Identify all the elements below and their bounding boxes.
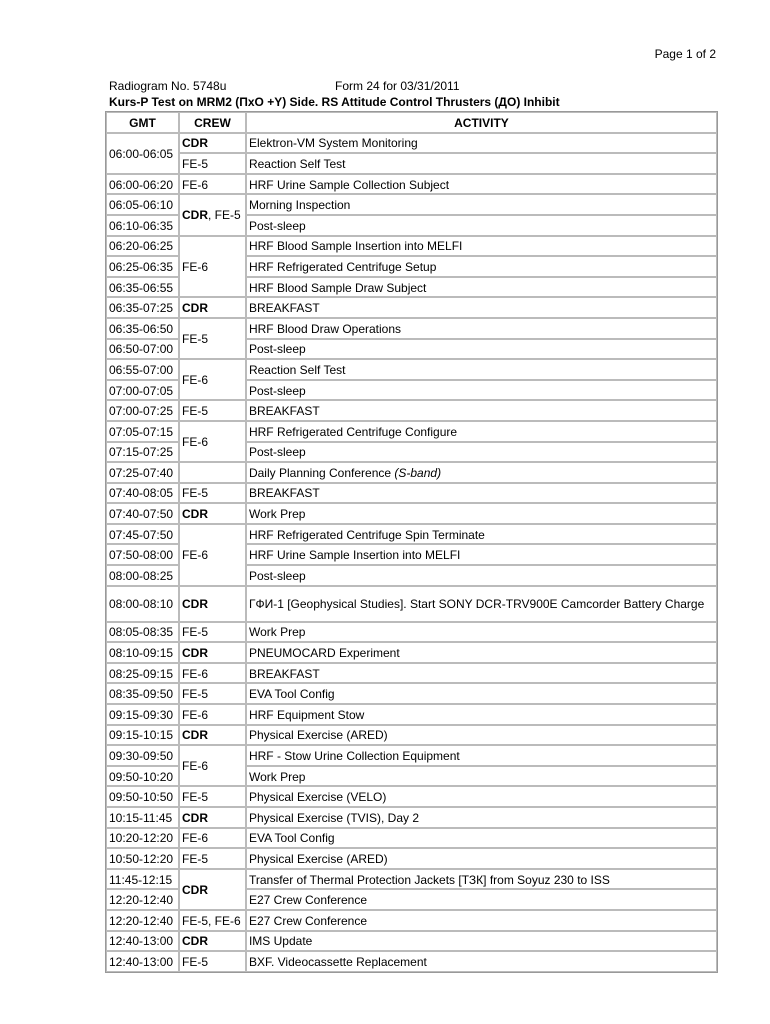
document-header (107, 79, 717, 95)
activity-text: Post-sleep (248, 445, 306, 460)
gmt-cell: 12:40-13:00 (106, 951, 179, 972)
gmt-cell: 06:10-06:35 (106, 215, 179, 236)
gmt-cell: 06:55-07:00 (106, 359, 179, 380)
activity-text: Post-sleep (248, 342, 306, 357)
activity-text: Reaction Self Test (248, 156, 346, 171)
crew-name-additional: , FE-5 (207, 208, 241, 223)
table-row (106, 524, 717, 545)
activity-text: HRF Blood Sample Insertion into MELFI (248, 239, 463, 254)
gmt-cell: 07:15-07:25 (106, 442, 179, 463)
activity-cell (246, 524, 717, 545)
gmt-cell: 06:50-07:00 (106, 339, 179, 360)
crew-name: FE-6 (181, 435, 208, 449)
crew-cell (179, 236, 246, 298)
activity-cell (246, 174, 717, 195)
activity-text: Post-sleep (248, 218, 306, 233)
table-header-row (106, 112, 717, 133)
activity-cell (246, 462, 717, 483)
column-header-activity: ACTIVITY (246, 112, 717, 133)
radiogram-number: Radiogram No. 5748u (109, 79, 227, 93)
gmt-cell: 06:00-06:20 (106, 174, 179, 195)
crew-cell (179, 786, 246, 807)
crew-name: CDR (181, 646, 208, 661)
crew-name: FE-6 (181, 548, 208, 563)
activity-text: HRF Blood Sample Draw Subject (248, 280, 427, 295)
table-row (106, 503, 717, 524)
activity-cell (246, 133, 717, 154)
gmt-cell: 09:15-09:30 (106, 704, 179, 725)
activity-text: Post-sleep (248, 383, 306, 398)
table-row (106, 421, 717, 442)
activity-cell (246, 215, 717, 236)
activity-cell (246, 194, 717, 215)
gmt-cell: 06:25-06:35 (106, 256, 179, 277)
table-row (106, 297, 717, 318)
crew-cell (179, 503, 246, 524)
table-row (106, 828, 717, 849)
crew-name: CDR (181, 301, 208, 316)
gmt-cell: 06:35-06:55 (106, 277, 179, 298)
crew-name: FE-6 (181, 759, 208, 774)
activity-cell (246, 951, 717, 972)
crew-cell (179, 483, 246, 504)
gmt-cell: 08:00-08:10 (106, 586, 179, 622)
table-row (106, 622, 717, 643)
crew-cell (179, 174, 246, 195)
crew-cell (179, 828, 246, 849)
crew-name: FE-5 (181, 687, 208, 702)
activity-text: E27 Crew Conference (248, 893, 368, 908)
crew-name: CDR (181, 934, 208, 949)
activity-cell (246, 318, 717, 339)
gmt-cell: 06:00-06:05 (106, 133, 179, 174)
crew-cell (179, 951, 246, 972)
gmt-cell: 07:00-07:25 (106, 400, 179, 421)
gmt-cell: 09:30-09:50 (106, 745, 179, 766)
crew-name: CDR (181, 507, 208, 522)
table-row (106, 951, 717, 972)
gmt-cell: 11:45-12:15 (106, 869, 179, 890)
table-row (106, 236, 717, 257)
activity-text: Physical Exercise (ARED) (248, 851, 388, 866)
crew-name: CDR (181, 728, 208, 743)
crew-cell (179, 133, 246, 154)
gmt-cell: 06:35-07:25 (106, 297, 179, 318)
table-row (106, 725, 717, 746)
crew-cell (179, 622, 246, 643)
table-row (106, 133, 717, 154)
activity-text: Work Prep (248, 625, 306, 640)
table-row (106, 869, 717, 890)
table-row (106, 462, 717, 483)
crew-name: FE-5 (181, 156, 208, 171)
activity-cell (246, 725, 717, 746)
crew-name: FE-6 (181, 666, 208, 681)
gmt-cell: 06:35-06:50 (106, 318, 179, 339)
activity-text: HRF Refrigerated Centrifuge Setup (248, 259, 437, 274)
table-row (106, 153, 717, 174)
gmt-cell: 12:40-13:00 (106, 931, 179, 952)
activity-cell (246, 256, 717, 277)
activity-text: Work Prep (248, 507, 306, 522)
crew-name: FE-5, FE-6 (181, 913, 241, 928)
gmt-cell: 08:25-09:15 (106, 663, 179, 684)
activity-cell (246, 483, 717, 504)
table-row (106, 807, 717, 828)
activity-note: (S-band) (394, 465, 442, 480)
schedule-table-body (106, 133, 717, 972)
activity-cell (246, 359, 717, 380)
crew-name: CDR (181, 208, 208, 223)
table-row (106, 318, 717, 339)
activity-text: E27 Crew Conference (248, 913, 368, 928)
crew-cell (179, 462, 246, 483)
activity-text: HRF Blood Draw Operations (248, 321, 402, 336)
activity-text: Work Prep (248, 769, 306, 784)
activity-cell (246, 786, 717, 807)
crew-name: FE-5 (181, 486, 208, 501)
table-row (106, 359, 717, 380)
crew-cell (179, 725, 246, 746)
activity-text: HRF Refrigerated Centrifuge Spin Terminate (248, 527, 485, 542)
activity-cell (246, 931, 717, 952)
crew-name: FE-6 (181, 373, 208, 388)
crew-name: FE-5 (181, 625, 208, 640)
activity-cell (246, 622, 717, 643)
form-date: Form 24 for 03/31/2011 (335, 79, 460, 93)
gmt-cell: 10:20-12:20 (106, 828, 179, 849)
crew-cell (179, 524, 246, 586)
table-row (106, 931, 717, 952)
activity-cell (246, 910, 717, 931)
activity-text: BXF. Videocassette Replacement (248, 954, 427, 969)
document-title: Kurs-P Test on MRM2 (ПхО +Y) Side. RS Attitude Control Thrusters (ДО) Inhibit (109, 95, 560, 109)
activity-cell (246, 683, 717, 704)
activity-text: HRF Equipment Stow (248, 707, 365, 722)
crew-name: FE-6 (181, 707, 208, 722)
activity-text: HRF Urine Sample Collection Subject (248, 177, 450, 192)
activity-text: HRF Refrigerated Centrifuge Configure (248, 424, 458, 439)
activity-cell (246, 400, 717, 421)
table-row (106, 704, 717, 725)
activity-cell (246, 442, 717, 463)
crew-name: FE-5 (181, 332, 208, 347)
activity-cell (246, 663, 717, 684)
activity-cell (246, 828, 717, 849)
table-row (106, 174, 717, 195)
activity-cell (246, 565, 717, 586)
table-row (106, 194, 717, 215)
column-header-gmt: GMT (106, 112, 179, 133)
activity-text: EVA Tool Config (248, 687, 335, 702)
activity-text: Physical Exercise (VELO) (248, 790, 387, 805)
gmt-cell: 06:20-06:25 (106, 236, 179, 257)
activity-text: Daily Planning Conference (248, 465, 395, 480)
crew-cell (179, 807, 246, 828)
table-row (106, 745, 717, 766)
activity-cell (246, 544, 717, 565)
crew-name: FE-5 (181, 404, 208, 419)
activity-cell (246, 889, 717, 910)
gmt-cell: 09:50-10:50 (106, 786, 179, 807)
gmt-cell: 07:40-07:50 (106, 503, 179, 524)
gmt-cell: 12:20-12:40 (106, 889, 179, 910)
crew-cell (179, 194, 246, 235)
activity-cell (246, 704, 717, 725)
activity-text: HRF Urine Sample Insertion into MELFI (248, 548, 461, 563)
activity-text: ГФИ-1 [Geophysical Studies]. Start SONY DCR-TRV900E Camcorder Battery Charge (248, 597, 705, 612)
crew-cell (179, 869, 246, 910)
gmt-cell: 07:45-07:50 (106, 524, 179, 545)
gmt-cell: 07:50-08:00 (106, 544, 179, 565)
activity-text: PNEUMOCARD Experiment (248, 646, 400, 661)
crew-cell (179, 910, 246, 931)
activity-cell (246, 421, 717, 442)
crew-name: FE-5 (181, 790, 208, 805)
crew-name: FE-6 (181, 259, 208, 274)
crew-cell (179, 683, 246, 704)
activity-text: Reaction Self Test (248, 362, 346, 377)
crew-cell (179, 704, 246, 725)
schedule-table (105, 111, 718, 973)
activity-cell (246, 586, 717, 622)
gmt-cell: 07:40-08:05 (106, 483, 179, 504)
activity-cell (246, 153, 717, 174)
crew-name: FE-5 (181, 954, 208, 969)
crew-cell (179, 421, 246, 462)
column-header-crew: CREW (179, 112, 246, 133)
activity-text: BREAKFAST (248, 666, 320, 681)
table-row (106, 786, 717, 807)
activity-text: Morning Inspection (248, 198, 351, 213)
crew-cell (179, 297, 246, 318)
gmt-cell: 09:15-10:15 (106, 725, 179, 746)
activity-cell (246, 869, 717, 890)
activity-cell (246, 339, 717, 360)
crew-cell (179, 745, 246, 786)
gmt-cell: 07:05-07:15 (106, 421, 179, 442)
activity-cell (246, 380, 717, 401)
activity-cell (246, 766, 717, 787)
activity-text: BREAKFAST (248, 301, 320, 316)
table-row (106, 910, 717, 931)
activity-cell (246, 297, 717, 318)
activity-cell (246, 236, 717, 257)
crew-name: FE-6 (181, 831, 208, 846)
gmt-cell: 08:10-09:15 (106, 642, 179, 663)
table-row (106, 586, 717, 622)
crew-cell (179, 318, 246, 359)
activity-text: Elektron-VM System Monitoring (248, 136, 418, 151)
activity-text: Transfer of Thermal Protection Jackets [ТЗК] from Soyuz 230 to ISS (248, 872, 610, 887)
crew-cell (179, 359, 246, 400)
activity-text: EVA Tool Config (248, 831, 335, 846)
activity-text: Physical Exercise (TVIS), Day 2 (248, 810, 420, 825)
crew-cell (179, 642, 246, 663)
crew-cell (179, 400, 246, 421)
gmt-cell: 12:20-12:40 (106, 910, 179, 931)
table-row (106, 683, 717, 704)
table-row (106, 483, 717, 504)
table-row (106, 663, 717, 684)
crew-name: CDR (181, 136, 208, 151)
crew-cell (179, 663, 246, 684)
gmt-cell: 08:00-08:25 (106, 565, 179, 586)
crew-name: CDR (181, 597, 208, 612)
activity-cell (246, 277, 717, 298)
gmt-cell: 10:50-12:20 (106, 848, 179, 869)
gmt-cell: 10:15-11:45 (106, 807, 179, 828)
activity-text: Physical Exercise (ARED) (248, 728, 388, 743)
gmt-cell: 09:50-10:20 (106, 766, 179, 787)
gmt-cell: 07:25-07:40 (106, 462, 179, 483)
crew-name: FE-6 (181, 177, 208, 192)
table-row (106, 848, 717, 869)
crew-cell (179, 931, 246, 952)
activity-cell (246, 642, 717, 663)
activity-cell (246, 745, 717, 766)
activity-text: IMS Update (248, 934, 313, 949)
activity-text: BREAKFAST (248, 486, 320, 501)
table-row (106, 642, 717, 663)
activity-cell (246, 807, 717, 828)
crew-cell (179, 848, 246, 869)
gmt-cell: 06:05-06:10 (106, 194, 179, 215)
gmt-cell: 08:05-08:35 (106, 622, 179, 643)
page-number: Page 1 of 2 (654, 47, 716, 61)
crew-cell (179, 153, 246, 174)
gmt-cell: 07:00-07:05 (106, 380, 179, 401)
gmt-cell: 08:35-09:50 (106, 683, 179, 704)
crew-name: CDR (181, 882, 208, 897)
activity-text: Post-sleep (248, 568, 306, 583)
activity-text: HRF - Stow Urine Collection Equipment (248, 749, 460, 764)
crew-cell (179, 586, 246, 622)
table-row (106, 400, 717, 421)
activity-text: BREAKFAST (248, 404, 320, 419)
crew-name: CDR (181, 810, 208, 825)
activity-cell (246, 848, 717, 869)
activity-cell (246, 503, 717, 524)
crew-name: FE-5 (181, 851, 208, 866)
